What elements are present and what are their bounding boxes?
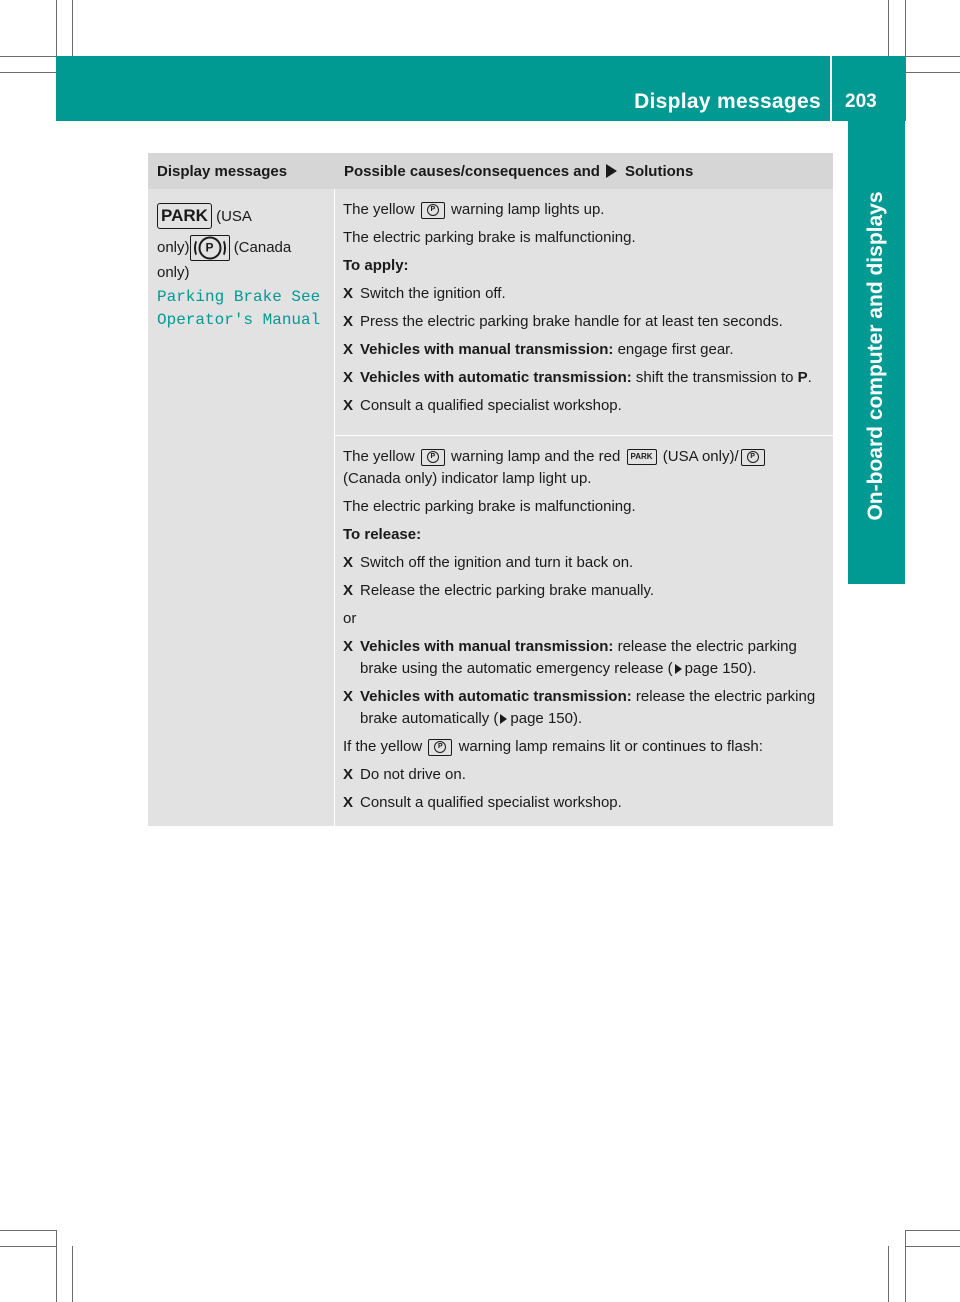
crop-mark — [905, 56, 960, 57]
messages-table — [148, 153, 833, 826]
crop-mark — [72, 0, 73, 56]
crop-mark — [0, 56, 56, 57]
subheading: To apply: — [343, 257, 409, 274]
step-marker-icon: X — [343, 582, 354, 599]
display-text-line: Parking Brake See — [157, 288, 321, 306]
page-reference[interactable]: page 150). — [684, 660, 757, 677]
parking-brake-lamp-icon: P — [421, 202, 445, 219]
crop-mark — [72, 1246, 73, 1302]
subheading: To release: — [343, 526, 422, 543]
crop-mark — [0, 1230, 56, 1231]
list-item: X Vehicles with automatic transmission: release the electric parking brake automatically ( page 150). — [343, 686, 827, 730]
col-header-text: Solutions — [624, 162, 694, 180]
page-reference[interactable]: page 150). — [510, 710, 583, 727]
col-header-solutions — [336, 163, 693, 180]
region-text: only) — [157, 238, 190, 256]
paragraph: The yellow P warning lamp and the red PARK (USA only)/ P (Canada only) indicator lamp light up. — [343, 446, 827, 490]
list-item: X Release the electric parking brake manually. — [343, 580, 827, 602]
crop-mark — [888, 0, 889, 56]
solution-block-apply — [335, 189, 833, 435]
step-marker-icon: X — [343, 688, 354, 705]
region-text: (Canada — [233, 238, 292, 256]
col-header-text: Possible causes/consequences and — [344, 162, 600, 180]
crop-mark — [905, 0, 906, 121]
list-item: X Do not drive on. — [343, 764, 827, 786]
page-ref-icon — [675, 664, 682, 674]
solutions-column — [335, 189, 833, 826]
list-item: X Consult a qualified specialist workshop. — [343, 792, 827, 814]
park-symbol-icon: PARK — [627, 449, 657, 465]
table-body — [148, 189, 833, 826]
paragraph: If the yellow P warning lamp remains lit or continues to flash: — [343, 738, 763, 755]
solution-block-release — [335, 435, 833, 826]
crop-mark — [888, 1246, 889, 1302]
step-marker-icon: X — [343, 794, 354, 811]
list-item: X Consult a qualified specialist workshop. — [343, 395, 827, 417]
arrow-right-icon — [606, 164, 617, 178]
page-header — [56, 56, 905, 121]
parking-brake-lamp-icon: P — [741, 449, 765, 466]
step-marker-icon: X — [343, 554, 354, 571]
crop-mark — [0, 1246, 56, 1247]
paragraph: The electric parking brake is malfunctioning. — [343, 229, 636, 246]
table-header — [148, 153, 833, 189]
page-ref-icon — [500, 714, 507, 724]
crop-mark — [56, 1230, 57, 1302]
crop-mark — [905, 1230, 960, 1231]
step-marker-icon: X — [343, 766, 354, 783]
step-marker-icon: X — [343, 369, 354, 386]
crop-mark — [905, 1246, 960, 1247]
parking-brake-lamp-icon: P — [421, 449, 445, 466]
list-item: X Switch off the ignition and turn it back on. — [343, 552, 827, 574]
display-text-line: Operator's Manual — [157, 311, 321, 329]
section-title: Display messages — [634, 90, 821, 113]
parking-brake-lamp-icon: P — [190, 235, 230, 261]
parking-brake-lamp-icon: P — [428, 739, 452, 756]
page-number: 203 — [845, 91, 877, 112]
step-marker-icon: X — [343, 313, 354, 330]
crop-mark — [905, 72, 960, 73]
display-message-cell — [148, 189, 335, 826]
col-header-display-messages: Display messages — [157, 162, 288, 180]
crop-mark — [905, 1230, 906, 1302]
park-symbol-icon: PARK — [157, 203, 212, 229]
list-item: X Vehicles with manual transmission: engage first gear. — [343, 339, 827, 361]
header-divider — [830, 56, 832, 121]
list-item: X Switch the ignition off. — [343, 283, 827, 305]
list-item: X Press the electric parking brake handle for at least ten seconds. — [343, 311, 827, 333]
chapter-tab-label: On-board computer and displays — [864, 191, 887, 521]
chapter-marker — [848, 538, 905, 584]
region-text: (USA — [216, 208, 252, 225]
region-text: only) — [157, 264, 190, 281]
step-marker-icon: X — [343, 341, 354, 358]
list-item: X Vehicles with manual transmission: release the electric parking brake using the automatic emergency release ( page 150). — [343, 636, 827, 680]
paragraph-or: or — [343, 610, 357, 627]
crop-mark — [0, 72, 56, 73]
list-item: X Vehicles with automatic transmission: shift the transmission to P. — [343, 367, 827, 389]
step-marker-icon: X — [343, 285, 354, 302]
paragraph: The yellow P warning lamp lights up. — [343, 201, 605, 218]
step-marker-icon: X — [343, 638, 354, 655]
step-marker-icon: X — [343, 397, 354, 414]
paragraph: The electric parking brake is malfunctioning. — [343, 498, 636, 515]
